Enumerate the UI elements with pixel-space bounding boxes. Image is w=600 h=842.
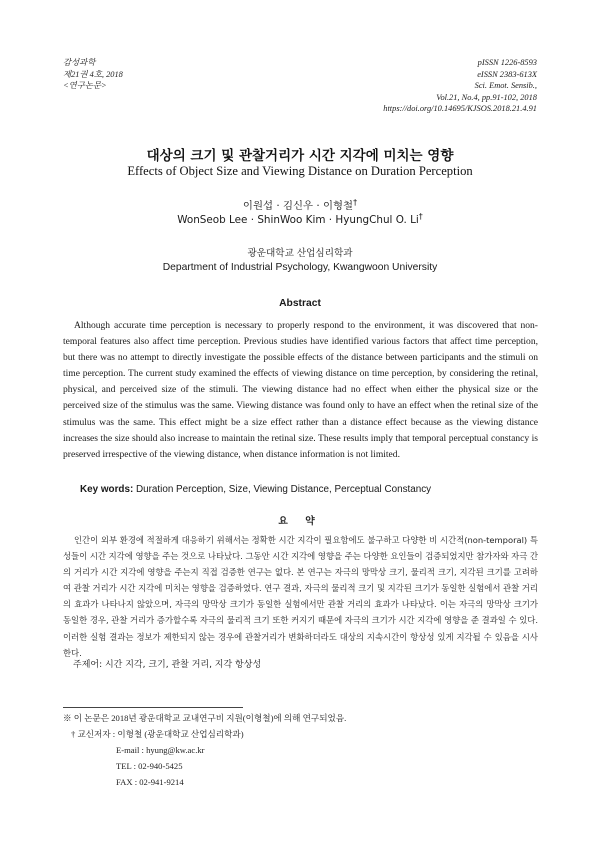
affiliation-en: Department of Industrial Psychology, Kwangwoon University [162,262,438,273]
eissn: eISSN 2383-613X [477,69,537,79]
doi-link[interactable]: https://doi.org/10.14695/KJSOS.2018.21.4.91 [383,104,537,113]
pissn: pISSN 1226-8593 [477,58,537,67]
journal-volume-ko: 제21권 4호, 2018 [63,69,123,79]
footnotes [63,711,346,791]
corresponding-mark: † [418,212,423,221]
journal-abbrev: Sci. Emot. Sensib., [474,81,537,90]
keywords-en [80,484,540,495]
affiliation-ko: 광운대학교 산업심리학과 [247,248,353,259]
contact-fax: FAX : 02-941-9214 [116,776,184,787]
abstract-heading: Abstract [279,298,321,309]
corresponding-author-note: † 교신저자 : 이형철 (광운대학교 산업심리학과) [71,728,244,739]
keywords-list: Duration Perception, Size, Viewing Distance, Perceptual Constancy [135,484,432,495]
paper-title-ko: 대상의 크기 및 관찰거리가 시간 지각에 미치는 영향 [146,148,454,164]
journal-name-ko: 감성과학 [63,58,96,67]
contact-tel: TEL : 02-940-5425 [116,760,183,771]
keywords-label: Key words: [80,484,134,495]
contact-email[interactable]: E-mail : hyung@kw.ac.kr [116,744,205,755]
volume-pages: Vol.21, No.4, pp.91-102, 2018 [436,92,537,102]
footnote-divider [63,707,243,708]
article-type: <연구논문> [63,81,107,90]
authors-en [0,214,600,226]
journal-header-right [383,57,537,115]
keywords-ko: 주제어: 시간 지각, 크기, 관찰 거리, 지각 항상성 [73,660,262,670]
abstract-text: Although accurate time perception is necessary to properly respond to the environment, it was discovered that non-temporal features also affect time perception. Previous studies have identified various factors that affect time perception, but there was no attempt to directly investigate the possible effects of the distance between participants and the stimuli on time perception. The current study examined the effects of viewing distance on time perception, by considering the retinal, physical, and perceived size of the stimuli. The viewing distance had no effect when either the physical size or the perceived size of the stimulus was the same. Viewing distance was found only to have an effect when the retinal size of the stimulus was the same. This effect might be a size effect rather than a distance effect because as the viewing distance increases the size should also increase to maintain the retinal size. These results imply that temporal perceptual constancy is preserved irrespective of the viewing distance, when distance information is not limited. [63,320,538,460]
journal-header-left [63,57,123,92]
authors-en-names: WonSeob Lee · ShinWoo Kim · HyungChul O. Li [177,214,419,226]
paper-title-en: Effects of Object Size and Viewing Distance on Duration Perception [127,164,473,178]
summary-heading-ko: 요 약 [278,516,322,527]
authors-ko [0,197,600,212]
corresponding-mark: † [353,198,358,207]
summary-text-ko: 인간이 외부 환경에 적절하게 대응하기 위해서는 정확한 시간 지각이 필요함에도 불구하고 다양한 비 시간적(non-temporal) 특성들이 시간 지각에 영향을 주는 것으로 나타났다. 그동안 시간 지각에 영향을 주는 다양한 요인들이 검증되었지만 참가자와 자극 간의 거리가 시간 지각에 영향을 주는지 직접 검증한 연구는 없다. 본 연구는 자극의 망막상 크기, 물리적 크기, 지각된 크기를 고려하여 관찰 거리가 시간 지각에 미치는 영향을 검증하였다. 연구 결과, 자극의 물리적 크기 및 지각된 크기가 동일한 실험에서 관찰 거리의 효과가 나타나지 않았으며, 자극의 망막상 크기가 동일한 실험에서만 관찰 거리의 효과가 나타났다. 이는 자극의 망막상 크기가 동일한 경우, 관찰 거리가 증가할수록 자극의 물리적 크기 또한 커지기 때문에 자극의 크기가 시간 지각에 영향을 준 결과일 수 있다. 이러한 실험 결과는 정보가 제한되지 않는 경우에 관찰거리가 변화하더라도 대상의 지속시간이 항상성 있게 지각될 수 있음을 시사한다. [63,535,538,658]
authors-ko-names: 이원섭 · 김신우 · 이형철 [242,200,354,212]
funding-note: ※ 이 논문은 2018년 광운대학교 교내연구비 지원(이형철)에 의해 연구되었음. [63,713,347,723]
